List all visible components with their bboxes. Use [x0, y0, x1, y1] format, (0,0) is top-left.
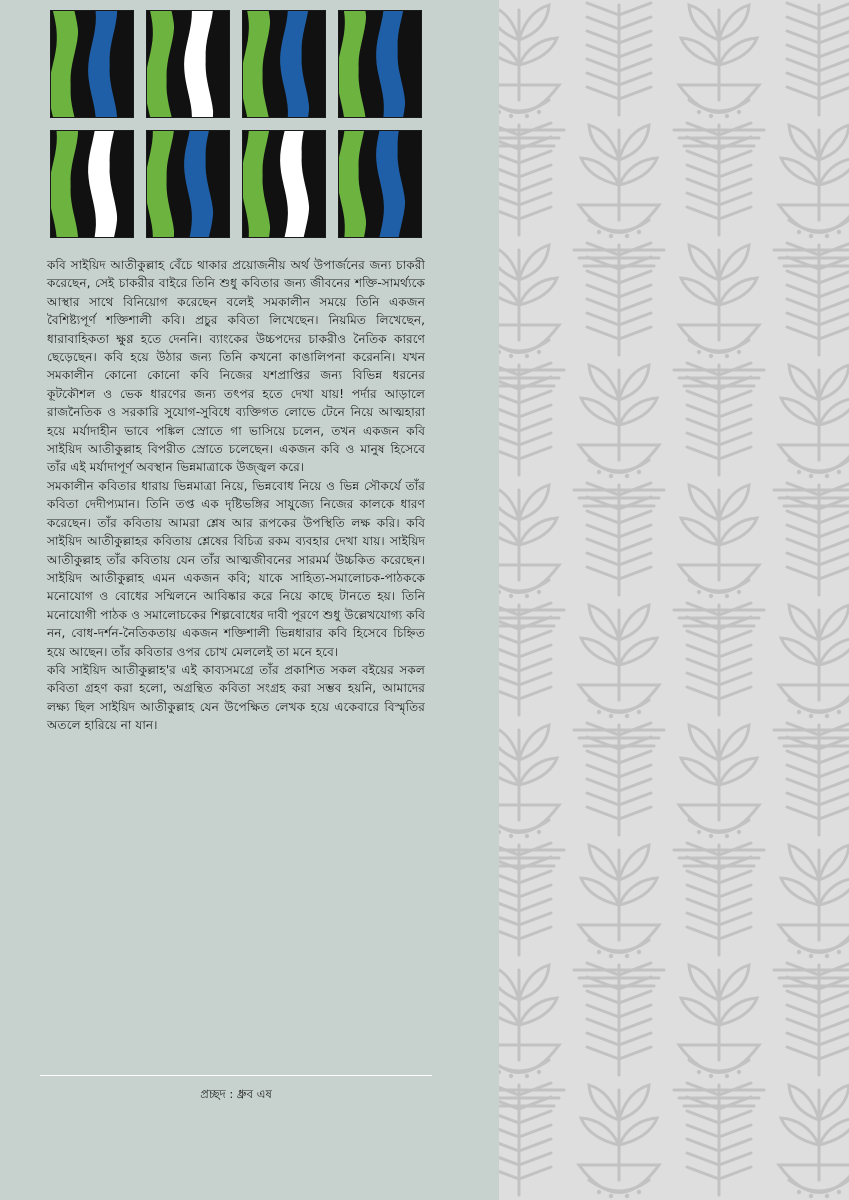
floral-motif [774, 1085, 849, 1200]
fern-motif [787, 3, 849, 115]
fern-motif [499, 363, 551, 475]
fern-motif [787, 723, 849, 835]
floral-motif [774, 845, 849, 986]
cover-tile [338, 130, 422, 238]
fern-motif [787, 243, 849, 355]
floral-motif [774, 365, 849, 506]
fern-motif [499, 123, 551, 235]
fern-motif [787, 483, 849, 595]
cover-tile [338, 10, 422, 118]
cover-tile [242, 130, 326, 238]
cover-tile [50, 10, 134, 118]
fern-motif [587, 3, 651, 115]
floral-motif [499, 725, 564, 866]
floral-motif [774, 605, 849, 746]
flap-text [47, 256, 425, 735]
flap-paragraph-2: সমকালীন কবিতার ধারায় ভিন্নমাত্রা নিয়ে, ভিন্নবোধ নিয়ে ও ভিন্ন সৌকর্যে তাঁর কবিতা দেদীপ্যমান। তিনি তপ্ত এক দৃষ্টিভঙ্গির সাযুজ্যে নিজের কালকে ধারণ করেছেন। তাঁর কবিতায় আমরা শ্লেষ আর রূপকের উপস্থিতি লক্ষ করি। কবি সাইয়িদ আতীকুল্লাহর কবিতায় শ্লেষের বিচিত্র রকম ব্যবহার দেখা যায়। সাইয়িদ আতীকুল্লাহ তাঁর কবিতায় যেন তাঁর আত্মজীবনের সারমর্ম উচ্চকিত করেছেন। সাইয়িদ আতীকুল্লাহ এমন একজন কবি; যাকে সাহিত্য-সমালোচক-পাঠককে মনোযোগ ও বোধের সম্মিলনে আবিষ্কার করে নিয়ে কাছে টানতে হয়। তিনি মনোযোগী পাঠক ও সমালোচকের শিল্পবোধের দাবী পূরণে শুধু উল্লেখযোগ্য কবি নন, বোধ-দর্শন-নৈতিকতায় একজন শক্তিশালী ভিন্নধারার কবি হিসেবে চিহ্নিত হয়ে আছেন। তাঁর কবিতার ওপর চোখ মেললেই তা মনে হবে। [47, 478, 425, 659]
fern-motif [687, 1083, 751, 1195]
fern-motif [687, 123, 751, 235]
floral-motif [574, 1085, 664, 1200]
fern-motif [587, 483, 651, 595]
flap-paragraph-3: কবি সাইয়িদ আতীকুল্লাহ'র এই কাব্যসমগ্রে তাঁর প্রকাশিত সকল বইয়ের সকল কবিতা গ্রহণ করা হলো, অগ্রন্থিত কবিতা সংগ্রহ করা সম্ভব হয়নি, আমাদের লক্ষ্য ছিল সাইয়িদ আতীকুল্লাহ যেন উপেক্ষিত লেখক হয়ে একেবারে বিস্মৃতির অতলে হারিয়ে না যান। [47, 662, 425, 733]
decorative-floral-pattern [499, 0, 849, 1200]
cover-credit: প্রচ্ছদ : ধ্রুব এষ [200, 1087, 272, 1101]
fern-motif [687, 603, 751, 715]
fern-motif [587, 243, 651, 355]
fern-motif [499, 603, 551, 715]
cover-tile [242, 10, 326, 118]
floral-motif [499, 5, 564, 146]
flap-paragraph-1: কবি সাইয়িদ আতীকুল্লাহ বেঁচে থাকার প্রয়োজনীয় অর্থ উপার্জনের জন্য চাকরী করেছেন, সেই চাকরীর বাইরে তিনি শুধু কবিতার জন্য জীবনের শক্তি-সামর্থ্যকে আস্থার সাথে বিনিয়োগ করেছেন বলেই সমকালীন সময়ে তিনি একজন বৈশিষ্ট্যপূর্ণ শক্তিশালী কবি। প্রচুর কবিতা লিখেছেন। নিয়মিত লিখেছেন, ধারাবাহিকতা ক্ষুণ্ণ হতে দেননি। ব্যাংকের উচ্চপদের চাকরীও নৈতিক কারণে ছেড়েছেন। কবি হয়ে উঠার জন্য তিনি কখনো কাঙালিপনা করেননি। যখন সমকালীন কোনো কোনো কবি নিজের যশপ্রাপ্তির জন্য বিভিন্ন ধরনের কূটকৌশল ও ভেক ধারণের জন্য তৎপর হতে দেখা যায়! পর্দার আড়ালে রাজনৈতিক ও সরকারি সুযোগ-সুবিধে ব্যক্তিগত লোভে টেনে নিয়ে আত্মহারা হয়ে মর্যাদাহীন ভাবে পঙ্কিল স্রোতে গা ভাসিয়ে চলেন, তখন একজন কবি সাইয়িদ আতীকুল্লাহ বিপরীত স্রোতে চলেছেন। একজন কবি ও মানুষ হিসেবে তাঁর এই মর্যাদাপূর্ণ অবস্থান ভিন্নমাত্রাকে উজ্জ্বল করে। [47, 258, 425, 475]
fern-motif [687, 843, 751, 955]
floral-motif [499, 245, 564, 386]
cover-tile [50, 130, 134, 238]
cover-art-tiles [50, 10, 424, 238]
fern-motif [499, 1083, 551, 1195]
divider-rule [40, 1075, 432, 1076]
floral-motif [499, 485, 564, 626]
floral-motif [499, 965, 564, 1106]
cover-tile [146, 130, 230, 238]
floral-motif [774, 125, 849, 266]
fern-motif [687, 363, 751, 475]
fern-motif [787, 963, 849, 1075]
cover-tile [146, 10, 230, 118]
fern-motif [499, 843, 551, 955]
fern-motif [587, 723, 651, 835]
fern-motif [587, 963, 651, 1075]
